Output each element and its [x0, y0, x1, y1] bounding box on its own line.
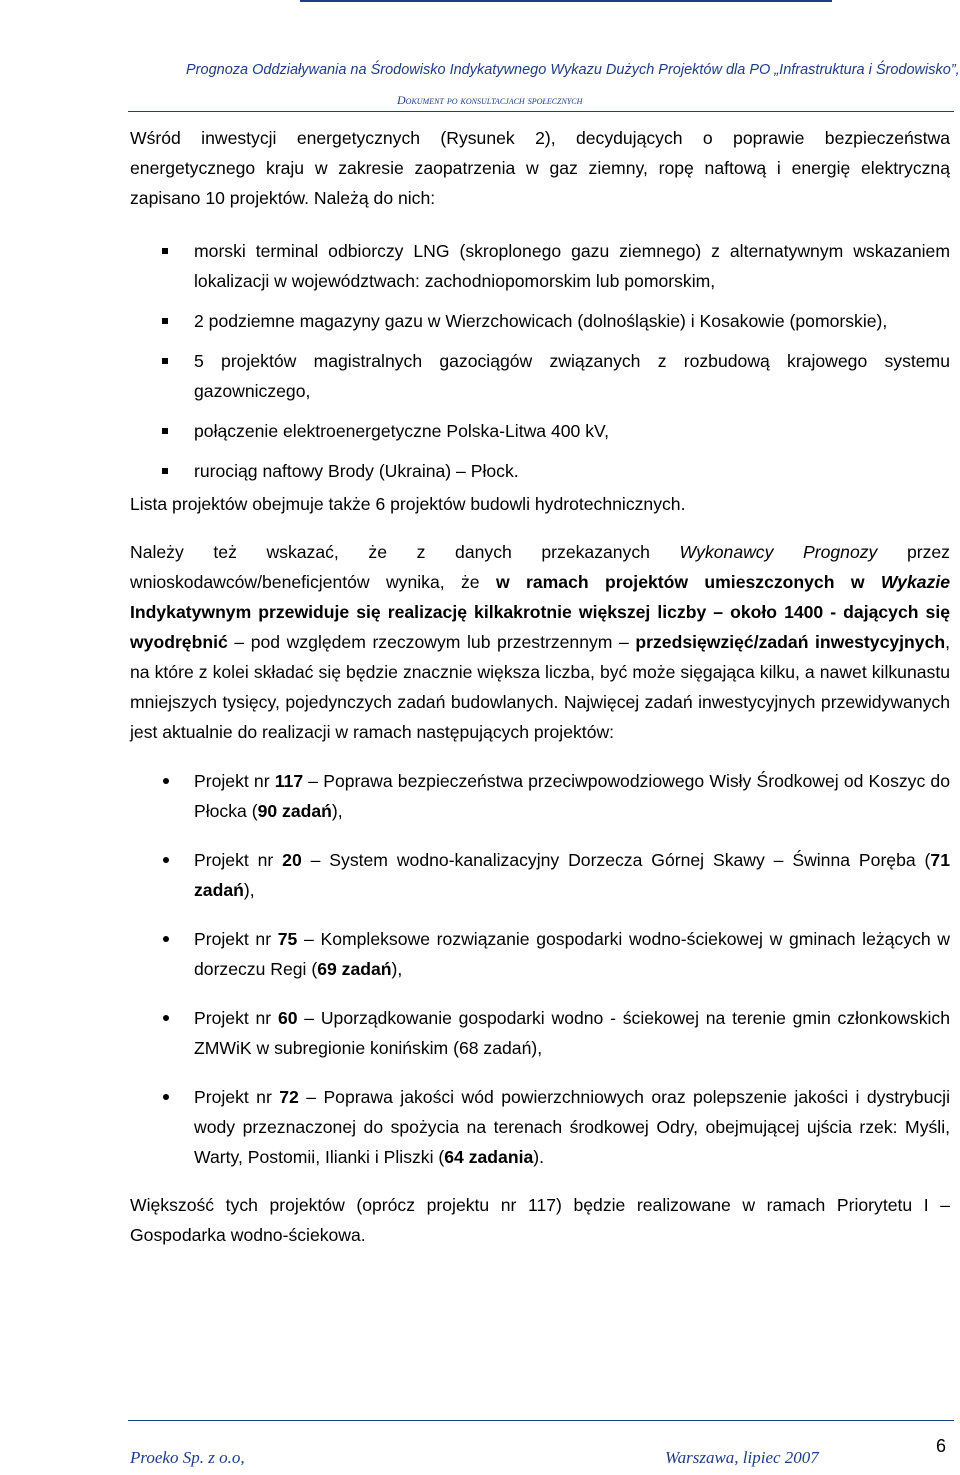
para-text: przez wnioskodawców/beneficjentów wynika, że — [130, 542, 950, 592]
tasks-paragraph — [130, 537, 950, 747]
header-subtitle: Dokument po konsultacjach społecznych — [397, 93, 583, 107]
project-number: 75 — [277, 929, 298, 949]
document-body — [130, 123, 950, 1250]
footer-place-date: Warszawa, lipiec 2007 — [665, 1448, 819, 1467]
project-suffix: ), — [391, 959, 403, 979]
list-item-text: 5 projektów magistralnych gazociągów związanych z rozbudową krajowego systemu gazowniczego, — [194, 351, 950, 401]
para-bold: przedsięwzięć/zadań inwestycyjnych — [635, 632, 946, 652]
list-item — [130, 766, 950, 826]
para-text: , na które z kolei składać się będzie znacznie większa liczba, być może sięgająca kilku, a nawet kilkunastu mniejszych tysięcy, pojedynczych zadań budowlanych. Najwięcej zadań inwestycyjnych przewidywanych jest aktualnie do realizacji w ramach następujących projektów: — [130, 632, 950, 742]
footer-company: Proeko Sp. z o.o, — [130, 1448, 245, 1467]
closing-paragraph: Większość tych projektów (oprócz projektu nr 117) będzie realizowane w ramach Priorytetu I – Gospodarka wodno-ściekowa. — [130, 1195, 950, 1245]
project-suffix: ), — [331, 801, 343, 821]
intro-paragraph: Wśród inwestycji energetycznych (Rysunek 2), decydujących o poprawie bezpieczeństwa energetycznego kraju w zakresie zaopatrzenia w gaz ziemny, ropę naftową i energię elektryczną zapisano 10 projektów. Należą do nich: — [130, 128, 950, 208]
project-tasks: 71 zadań — [194, 850, 950, 900]
project-prefix: Projekt nr — [194, 771, 275, 791]
project-desc: – Poprawa jakości wód powierzchniowych oraz polepszenie jakości i dystrybucji wody przeznaczonej do spożycia na terenach środkowej Odry, obejmującej ujścia rzek: Myśli, Warty, Postomii, Ilianki i Pliszki ( — [194, 1087, 950, 1167]
para-italic: Wykonawcy Prognozy — [679, 542, 878, 562]
list-item — [130, 416, 950, 446]
list-item — [130, 346, 950, 406]
project-number: 20 — [282, 850, 302, 870]
para-text: – pod względem rzeczowym lub przestrzennym – — [227, 632, 636, 652]
projects-list — [130, 766, 950, 1172]
project-number: 117 — [274, 771, 304, 791]
energy-list — [130, 236, 950, 486]
project-prefix: Projekt nr — [194, 929, 278, 949]
list-item — [130, 306, 950, 336]
footer-rule — [128, 1420, 954, 1421]
top-rule — [300, 0, 832, 2]
project-prefix: Projekt nr — [194, 850, 283, 870]
project-desc: – Kompleksowe rozwiązanie gospodarki wodno-ściekowej w gminach leżących w dorzeczu Regi ( — [194, 929, 950, 979]
list-item — [130, 236, 950, 296]
project-desc: – System wodno-kanalizacyjny Dorzecza Górnej Skawy – Świnna Poręba ( — [301, 850, 931, 870]
project-number: 60 — [277, 1008, 298, 1028]
project-suffix: ), — [243, 880, 255, 900]
list-item — [130, 1003, 950, 1063]
project-prefix: Projekt nr — [194, 1008, 278, 1028]
para-bold: Indykatywnym przewiduje się realizację kilkakrotnie większej liczby – około 1400 - dających się wyodrębnić — [130, 602, 950, 652]
list-item-text: połączenie elektroenergetyczne Polska-Litwa 400 kV, — [194, 421, 610, 441]
header-rule — [128, 111, 954, 112]
project-desc: – Uporządkowanie gospodarki wodno - ściekowej na terenie gmin członkowskich ZMWiK w subregionie konińskim (68 zadań), — [194, 1008, 950, 1058]
project-tasks: 64 zadania — [444, 1147, 534, 1167]
list-item-text: morski terminal odbiorczy LNG (skroplonego gazu ziemnego) z alternatywnym wskazaniem lokalizacji w województwach: zachodniopomorskim lub pomorskim, — [194, 241, 950, 291]
list-item — [130, 924, 950, 984]
hydro-note: Lista projektów obejmuje także 6 projektów budowli hydrotechnicznych. — [130, 494, 686, 514]
list-item — [130, 845, 950, 905]
list-item — [130, 456, 950, 486]
para-text: Należy też wskazać, że z danych przekazanych — [130, 542, 680, 562]
header-title: Prognoza Oddziaływania na Środowisko Indykatywnego Wykazu Dużych Projektów dla PO „Infrastruktura i Środowisko”, — [186, 62, 960, 78]
list-item-text: 2 podziemne magazyny gazu w Wierzchowicach (dolnośląskie) i Kosakowie (pomorskie), — [194, 311, 888, 331]
list-item — [130, 1082, 950, 1172]
project-prefix: Projekt nr — [194, 1087, 280, 1107]
project-tasks: 90 zadań — [257, 801, 332, 821]
project-tasks: 69 zadań — [317, 959, 392, 979]
project-desc: – Poprawa bezpieczeństwa przeciwpowodziowego Wisły Środkowej od Koszyc do Płocka ( — [194, 771, 950, 821]
para-bold: w ramach projektów umieszczonych w — [495, 572, 881, 592]
list-item-text: rurociąg naftowy Brody (Ukraina) – Płock. — [194, 461, 519, 481]
page-number: 6 — [936, 1436, 947, 1456]
para-bold-italic: Wykazie — [880, 572, 950, 592]
project-number: 72 — [279, 1087, 299, 1107]
project-suffix: ). — [533, 1147, 545, 1167]
